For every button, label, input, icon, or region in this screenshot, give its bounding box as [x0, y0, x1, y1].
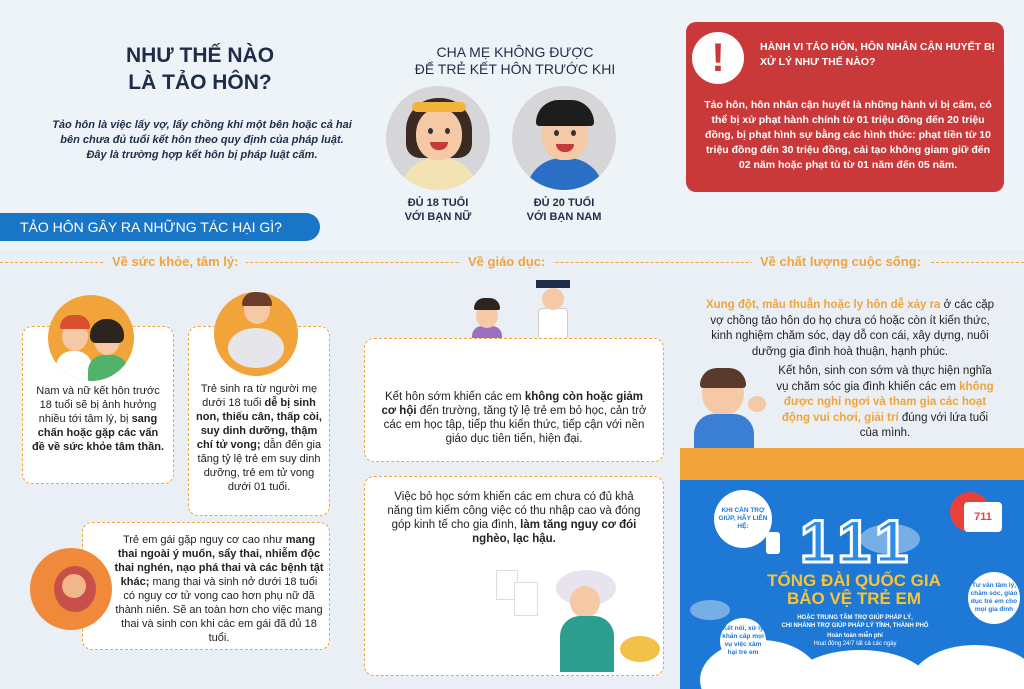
- health-heading: Về sức khỏe, tâm lý:: [104, 254, 246, 269]
- hotline-digit-3: 1: [874, 508, 909, 575]
- hotline-number[interactable]: [774, 508, 934, 575]
- scale-icon: [228, 328, 284, 368]
- coins-icon: [620, 636, 660, 662]
- main-title-line1: NHƯ THẾ NÀO: [125, 44, 275, 67]
- parents-title: [400, 44, 630, 78]
- hotline-subtext: HOẶC TRUNG TÂM TRỢ GIÚP PHÁP LÝ, CHI NHÁNH TRỢ GIÚP PHÁP LÝ TỈNH, THÀNH PHỐ Hoàn toàn miễn phí Hoạt động 24/7 tất cả các ngày: [781, 615, 929, 647]
- alert-icon: !: [692, 32, 744, 84]
- underweight-child-illustration: [214, 292, 298, 376]
- poverty-illustration: [470, 556, 666, 680]
- intro-text: Tảo hôn là việc lấy vợ, lấy chồng khi một bên hoặc cả hai bên chưa đủ tuổi kết hôn theo quy định của pháp luật. Đây là trường hợp kết hôn bị pháp luật cấm.: [52, 119, 352, 161]
- boy-age-label: ĐỦ 20 TUỔI VỚI BẠN NAM: [526, 197, 602, 223]
- girl-avatar: [386, 86, 490, 190]
- hotline-title: TỔNG ĐÀI QUỐC GIA BẢO VỆ TRẺ EM: [767, 571, 941, 608]
- girl-age-label: ĐỦ 18 TUỔI VỚI BẠN NỮ: [404, 197, 472, 223]
- headband-icon: [412, 102, 466, 112]
- penalty-title: HÀNH VI TẢO HÔN, HÔN NHÂN CẬN HUYẾT BỊ XỬ LÝ NHƯ THẾ NÀO?: [760, 41, 995, 68]
- life-para-2: Kết hôn, sinh con sớm và thực hiện nghĩa vụ chăm sóc gia đình khiến các em không được nghỉ ngơi và tham gia các hoạt động vui chơi, giải trí đúng với lứa tuổi của mình.: [776, 365, 994, 439]
- orange-strip: [680, 448, 1024, 480]
- education-heading: Về giáo dục:: [460, 254, 553, 269]
- parents-title-line2: ĐỂ TRẺ KẾT HÔN TRƯỚC KHI: [414, 61, 616, 77]
- health-card-3-text: Trẻ em gái gặp nguy cơ cao như mang thai ngoài ý muốn, sẩy thai, nhiễm độc thai nghén, nạo phá thai và các bệnh tật khác; mang thai và sinh nở dưới 18 tuổi có nguy cơ tử vong cao hơn phụ nữ đã thành niên. Sẽ an toàn hơn cho việc mang thai và sinh con khi các em gái đã đủ 18 tuổi.: [114, 534, 324, 644]
- main-title: [90, 42, 310, 96]
- graduation-cap-icon: [536, 280, 570, 288]
- bill-icon-2: [514, 582, 538, 616]
- boy-avatar: [512, 86, 616, 190]
- couple-illustration: [48, 295, 134, 381]
- life-heading: Về chất lượng cuộc sống:: [752, 254, 929, 269]
- counsel-bubble: Tư vấn tâm lý, chăm sóc, giáo dục trẻ em cho mọi gia đình: [968, 572, 1020, 624]
- education-card-1-text: Kết hôn sớm khiến các em không còn hoặc giảm cơ hội đến trường, tăng tỷ lệ trẻ em bỏ học, cản trở các em học tập, tiếp thu kiến thức, tiếp cận với nền giáo dục tiên tiến, hiện đại.: [381, 391, 647, 445]
- penalty-body: Tảo hôn, hôn nhân cận huyết là những hành vi bị cấm, có thể bị xử phạt hành chính từ 01 triệu đồng đến 20 triệu đồng, bị phạt hình sự bằng các hình thức: phạt tiền từ 10 triệu đồng đến 30 triệu đồng, cải tạo không giam giữ đến 02 năm hoặc phạt tù từ 01 năm đến 05 năm.: [704, 99, 992, 171]
- harms-banner: TẢO HÔN GÂY RA NHỮNG TÁC HẠI GÌ?: [0, 213, 320, 241]
- sad-child-illustration: [688, 366, 778, 456]
- hotline-digit-1: 1: [799, 508, 834, 575]
- parents-title-line1: CHA MẸ KHÔNG ĐƯỢC: [436, 44, 594, 60]
- hotline-digit-2: 1: [837, 508, 871, 575]
- main-title-line2: LÀ TẢO HÔN?: [128, 71, 272, 94]
- phone-icon: [766, 532, 780, 554]
- education-card-2-text: Việc bỏ học sớm khiến các em chưa có đủ khả năng tìm kiếm công việc có thu nhập cao và đóng góp kinh tế cho gia đình, làm tăng nguy cơ đói nghèo, lạc hậu.: [387, 491, 641, 545]
- emergency-bubble: Kết nối, xử lý khẩn cấp mọi vụ việc xâm hại trẻ em: [720, 618, 766, 664]
- health-card-2-text: Trẻ sinh ra từ người mẹ dưới 18 tuổi dễ bị sinh non, thiếu cân, thấp còi, suy dinh dưỡng, thậm chí tử vong; dẫn đến gia tăng tỷ lệ trẻ em suy dinh dưỡng, trẻ em tử vong dưới 01 tuổi.: [196, 383, 322, 493]
- child-protection-sign: 711: [950, 492, 1002, 562]
- life-para-1: Xung đột, mâu thuẫn hoặc ly hôn dễ xảy ra ở các cặp vợ chồng tảo hôn do họ chưa có hoặc còn ít kiến thức, kinh nghiệm chăm sóc, dạy dỗ con cái, xây dựng, nuôi dưỡng gia đình hoà thuận, hạnh phúc.: [705, 299, 995, 358]
- help-bubble: KHI CẦN TRỢ GIÚP, HÃY LIÊN HỆ:: [714, 490, 772, 548]
- hotline-panel: [680, 480, 1024, 689]
- pregnancy-illustration: [30, 548, 112, 630]
- health-card-1-text: Nam và nữ kết hôn trước 18 tuổi sẽ bị ảnh hưởng nhiều tới tâm lý, bị sang chấn hoặc gặp các vấn đề về sức khỏe tâm thần.: [31, 385, 165, 453]
